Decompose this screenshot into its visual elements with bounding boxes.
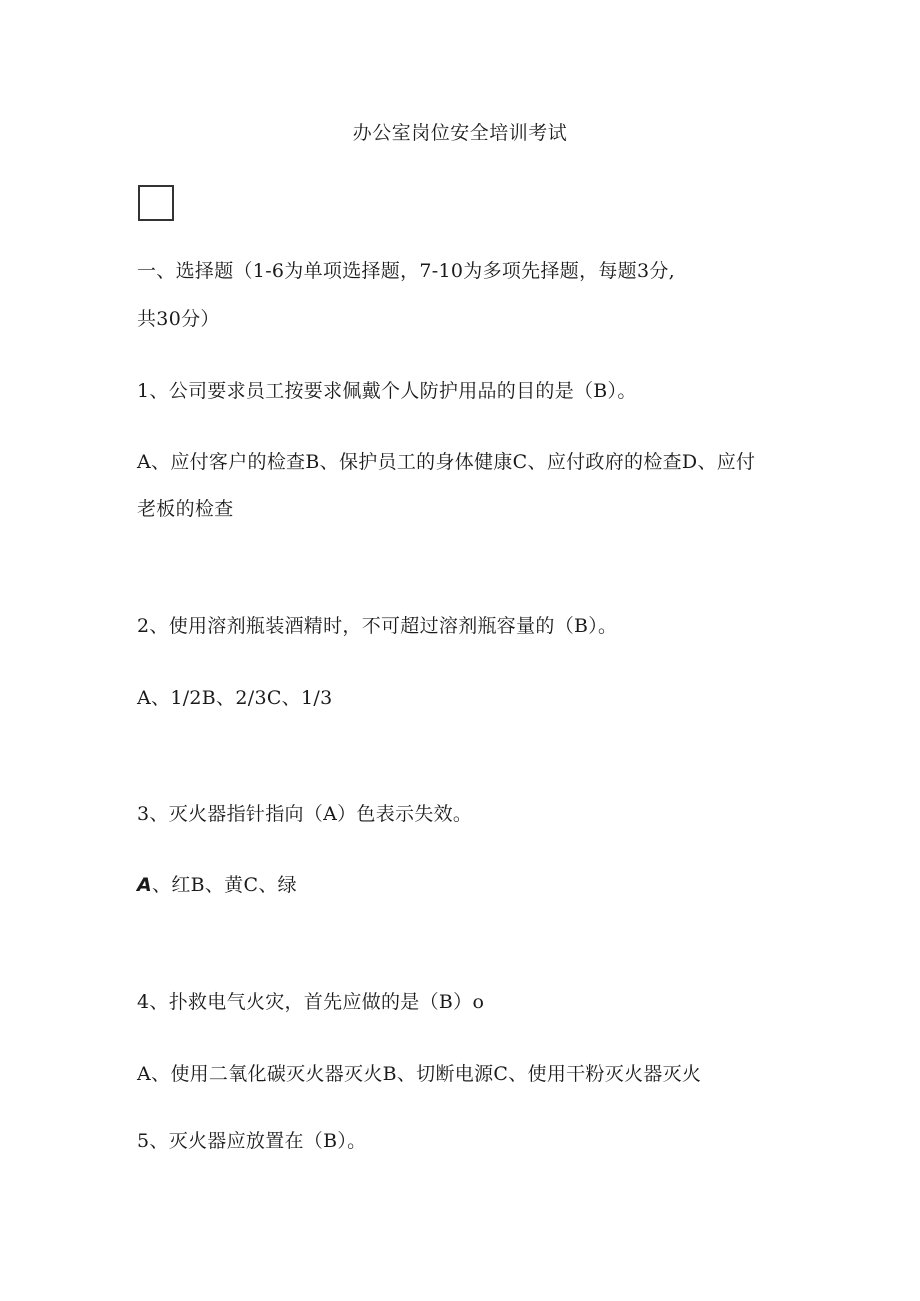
question-3-options bbox=[137, 873, 297, 897]
question-1-options: A、应付客户的检查B、保护员工的身体健康C、应付政府的检查D、应付 bbox=[137, 451, 756, 473]
question-3-options-text: 、红B、黄C、绿 bbox=[152, 874, 297, 896]
question-3-option-a-letter: A bbox=[137, 874, 153, 896]
checkbox[interactable] bbox=[138, 185, 174, 221]
section-heading-continued: 共30分） bbox=[137, 308, 220, 330]
question-3-stem: 3、灭火器指针指向（A）色表示失效。 bbox=[137, 803, 473, 825]
section-heading: 一、选择题（1-6为单项选择题，7-10为多项先择题，每题3分, bbox=[137, 260, 676, 282]
question-2-stem: 2、使用溶剂瓶装酒精时，不可超过溶剂瓶容量的（B）。 bbox=[137, 615, 618, 637]
exam-title: 办公室岗位安全培训考试 bbox=[352, 122, 568, 144]
question-4-options: A、使用二氧化碳灭火器灭火B、切断电源C、使用干粉灭火器灭火 bbox=[137, 1063, 702, 1085]
question-4-stem: 4、扑救电气火灾，首先应做的是（B）o bbox=[137, 991, 485, 1013]
question-1-stem: 1、公司要求员工按要求佩戴个人防护用品的目的是（B）。 bbox=[137, 380, 637, 402]
question-5-stem: 5、灭火器应放置在（B）。 bbox=[137, 1130, 367, 1152]
question-2-options: A、1/2B、2/3C、1/3 bbox=[137, 687, 333, 709]
question-1-options-continued: 老板的检查 bbox=[137, 498, 234, 520]
